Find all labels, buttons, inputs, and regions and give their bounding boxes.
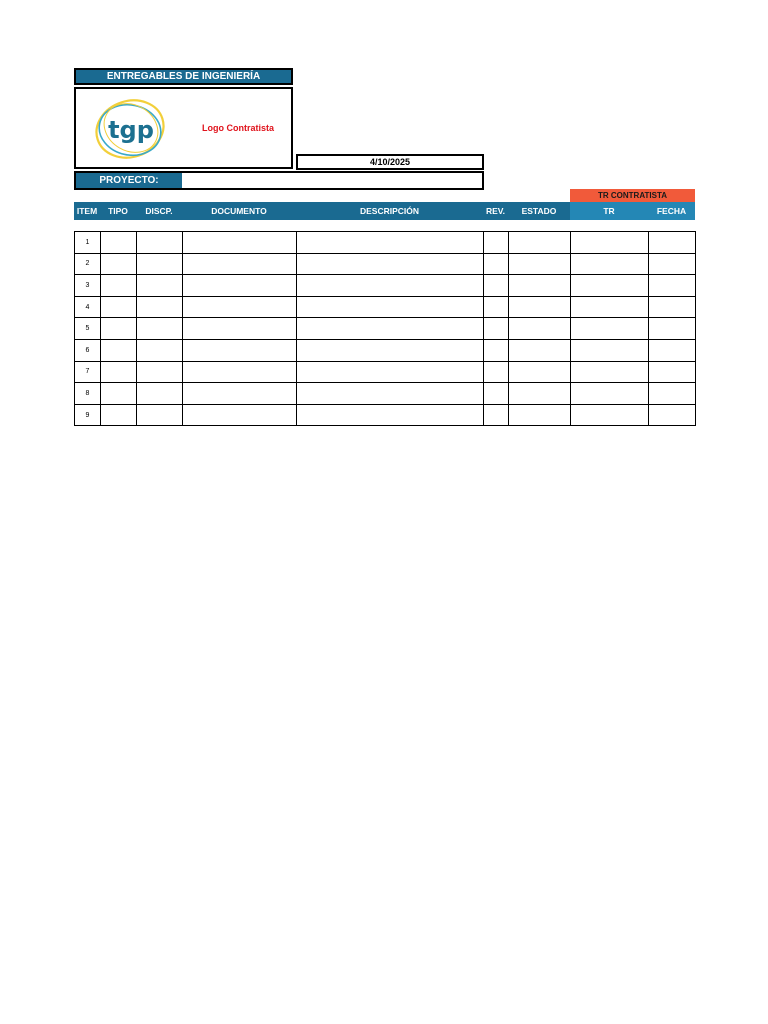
fecha-cell[interactable]	[649, 253, 696, 275]
documento-cell[interactable]	[183, 383, 297, 405]
col-header-descripcion: DESCRIPCIÓN	[359, 206, 420, 216]
col-header-fecha: FECHA	[656, 206, 687, 216]
col-header-tipo: TIPO	[108, 206, 128, 216]
rev-cell[interactable]	[484, 339, 509, 361]
fecha-cell[interactable]	[649, 296, 696, 318]
table-row	[75, 361, 696, 383]
date-field[interactable]: 4/10/2025	[296, 154, 484, 170]
tr-cell[interactable]	[571, 339, 649, 361]
tr-cell[interactable]	[571, 275, 649, 297]
deliverables-table	[74, 231, 696, 426]
item-cell: 5	[75, 318, 101, 340]
tipo-cell[interactable]	[101, 339, 137, 361]
table-row	[75, 275, 696, 297]
tr-cell[interactable]	[571, 361, 649, 383]
documento-cell[interactable]	[183, 361, 297, 383]
table-row	[75, 296, 696, 318]
tr-cell[interactable]	[571, 253, 649, 275]
logo-text: tgp	[108, 116, 154, 144]
rev-cell[interactable]	[484, 318, 509, 340]
estado-cell[interactable]	[509, 232, 571, 254]
table-row	[75, 232, 696, 254]
estado-cell[interactable]	[509, 339, 571, 361]
tr-cell[interactable]	[571, 404, 649, 426]
tr-cell[interactable]	[571, 318, 649, 340]
discp-cell[interactable]	[137, 296, 183, 318]
col-header-rev: REV.	[485, 206, 506, 216]
item-cell: 3	[75, 275, 101, 297]
estado-cell[interactable]	[509, 253, 571, 275]
descripcion-cell[interactable]	[297, 404, 484, 426]
documento-cell[interactable]	[183, 339, 297, 361]
descripcion-cell[interactable]	[297, 275, 484, 297]
rev-cell[interactable]	[484, 232, 509, 254]
tipo-cell[interactable]	[101, 404, 137, 426]
tipo-cell[interactable]	[101, 253, 137, 275]
item-cell: 6	[75, 339, 101, 361]
discp-cell[interactable]	[137, 318, 183, 340]
fecha-cell[interactable]	[649, 275, 696, 297]
tgp-logo	[90, 95, 170, 165]
item-cell: 7	[75, 361, 101, 383]
fecha-cell[interactable]	[649, 318, 696, 340]
fecha-cell[interactable]	[649, 404, 696, 426]
rev-cell[interactable]	[484, 296, 509, 318]
documento-cell[interactable]	[183, 253, 297, 275]
descripcion-cell[interactable]	[297, 339, 484, 361]
item-cell: 9	[75, 404, 101, 426]
estado-cell[interactable]	[509, 361, 571, 383]
document-title: ENTREGABLES DE INGENIERÍA	[74, 68, 293, 85]
descripcion-cell[interactable]	[297, 232, 484, 254]
descripcion-cell[interactable]	[297, 296, 484, 318]
project-field[interactable]	[74, 171, 484, 190]
documento-cell[interactable]	[183, 404, 297, 426]
item-cell: 4	[75, 296, 101, 318]
tipo-cell[interactable]	[101, 275, 137, 297]
estado-cell[interactable]	[509, 404, 571, 426]
documento-cell[interactable]	[183, 275, 297, 297]
tipo-cell[interactable]	[101, 296, 137, 318]
table-row	[75, 318, 696, 340]
estado-cell[interactable]	[509, 383, 571, 405]
col-header-discp: DISCP.	[145, 206, 173, 216]
logo-area	[74, 87, 293, 169]
rev-cell[interactable]	[484, 275, 509, 297]
table-header-row	[74, 202, 695, 220]
contractor-logo-placeholder: Logo Contratista	[202, 123, 274, 133]
fecha-cell[interactable]	[649, 383, 696, 405]
rev-cell[interactable]	[484, 404, 509, 426]
tipo-cell[interactable]	[101, 383, 137, 405]
tipo-cell[interactable]	[101, 361, 137, 383]
discp-cell[interactable]	[137, 383, 183, 405]
descripcion-cell[interactable]	[297, 383, 484, 405]
tipo-cell[interactable]	[101, 318, 137, 340]
col-header-tr: TR	[603, 206, 615, 216]
tr-cell[interactable]	[571, 296, 649, 318]
discp-cell[interactable]	[137, 275, 183, 297]
item-cell: 2	[75, 253, 101, 275]
discp-cell[interactable]	[137, 253, 183, 275]
item-cell: 8	[75, 383, 101, 405]
tr-cell[interactable]	[571, 383, 649, 405]
discp-cell[interactable]	[137, 361, 183, 383]
tr-contratista-group-header: TR CONTRATISTA	[570, 189, 695, 202]
estado-cell[interactable]	[509, 275, 571, 297]
discp-cell[interactable]	[137, 339, 183, 361]
table-row	[75, 383, 696, 405]
estado-cell[interactable]	[509, 296, 571, 318]
documento-cell[interactable]	[183, 232, 297, 254]
descripcion-cell[interactable]	[297, 318, 484, 340]
tr-cell[interactable]	[571, 232, 649, 254]
rev-cell[interactable]	[484, 253, 509, 275]
documento-cell[interactable]	[183, 296, 297, 318]
fecha-cell[interactable]	[649, 361, 696, 383]
discp-cell[interactable]	[137, 232, 183, 254]
table-row	[75, 339, 696, 361]
table-row	[75, 253, 696, 275]
discp-cell[interactable]	[137, 404, 183, 426]
project-label: PROYECTO:	[76, 173, 182, 188]
descripcion-cell[interactable]	[297, 253, 484, 275]
tipo-cell[interactable]	[101, 232, 137, 254]
col-header-estado: ESTADO	[521, 206, 557, 216]
documento-cell[interactable]	[183, 318, 297, 340]
table-row	[75, 404, 696, 426]
rev-cell[interactable]	[484, 361, 509, 383]
col-header-item: ITEM	[76, 206, 98, 216]
col-header-documento: DOCUMENTO	[211, 206, 267, 216]
fecha-cell[interactable]	[649, 232, 696, 254]
descripcion-cell[interactable]	[297, 361, 484, 383]
item-cell: 1	[75, 232, 101, 254]
fecha-cell[interactable]	[649, 339, 696, 361]
estado-cell[interactable]	[509, 318, 571, 340]
rev-cell[interactable]	[484, 383, 509, 405]
